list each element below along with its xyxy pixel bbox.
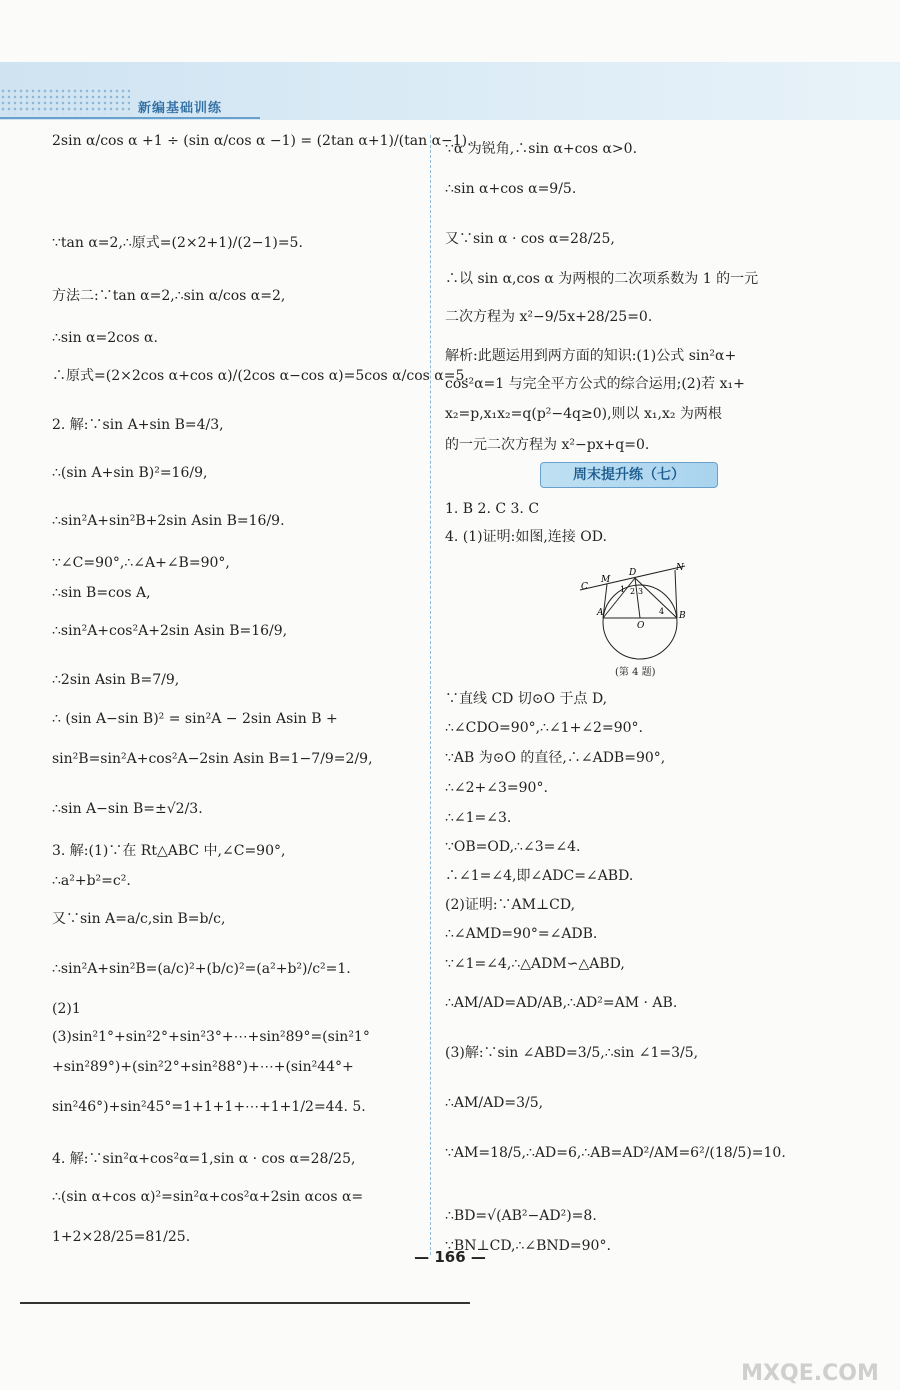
right-line-15: ∴∠2+∠3=90°.: [445, 780, 548, 796]
right-line-20: ∴∠AMD=90°=∠ADB.: [445, 926, 598, 942]
label-d: D: [629, 568, 637, 578]
right-line-21: ∵∠1=∠4,∴△ADM∽△ABD,: [445, 956, 625, 972]
right-line-17: ∵OB=OD,∴∠3=∠4.: [445, 839, 581, 855]
right-line-26: ∴BD=√(AB²−AD²)=8.: [445, 1208, 597, 1224]
left-line-16: 3. 解:(1)∵在 Rt△ABC 中,∠C=90°,: [52, 843, 286, 859]
right-line-9: 的一元二次方程为 x²−px+q=0.: [445, 437, 650, 453]
label-o: O: [637, 621, 645, 631]
left-line-10: ∴sin B=cos A,: [52, 585, 151, 601]
label-angle-4: 4: [659, 607, 665, 616]
watermark-logo: [730, 1330, 890, 1390]
right-line-6: 解析:此题运用到两方面的知识:(1)公式 sin²α+: [445, 348, 737, 364]
label-a: A: [597, 608, 604, 618]
left-line-17: ∴a²+b²=c².: [52, 873, 131, 889]
label-angle-3: 3: [638, 587, 644, 596]
right-line-22: ∴AM/AD=AD/AB,∴AD²=AM · AB.: [445, 995, 678, 1011]
right-line-19: (2)证明:∵AM⊥CD,: [445, 897, 576, 913]
left-line-23: sin²46°)+sin²45°=1+1+1+⋯+1+1/2=44. 5.: [52, 1099, 366, 1115]
left-line-4: ∴sin α=2cos α.: [52, 330, 158, 346]
column-divider: [430, 135, 431, 1255]
label-m: M: [601, 575, 611, 585]
segment-db: [635, 578, 677, 618]
label-b: B: [679, 611, 686, 621]
segment-am: [603, 584, 607, 618]
section-badge: 周末提升练（七）: [540, 462, 718, 488]
left-line-9: ∵∠C=90°,∴∠A+∠B=90°,: [52, 555, 230, 571]
right-line-1: ∵α 为锐角,∴sin α+cos α>0.: [445, 141, 638, 157]
left-line-14: sin²B=sin²A+cos²A−2sin Asin B=1−7/9=2/9,: [52, 751, 373, 767]
right-line-2: ∴sin α+cos α=9/5.: [445, 181, 577, 197]
figure-caption: (第 4 题): [615, 667, 656, 678]
label-n: N: [676, 563, 684, 573]
header-dot-pattern: [0, 88, 130, 114]
right-line-10: 1. B 2. C 3. C: [445, 501, 540, 517]
right-line-11: 4. (1)证明:如图,连接 OD.: [445, 529, 607, 545]
right-line-27: ∵BN⊥CD,∴∠BND=90°.: [445, 1238, 611, 1254]
left-line-11: ∴sin²A+cos²A+2sin Asin B=16/9,: [52, 623, 288, 639]
right-line-3: 又∵sin α · cos α=28/25,: [445, 231, 615, 247]
label-angle-1: 1: [620, 585, 626, 594]
left-line-15: ∴sin A−sin B=±√2/3.: [52, 801, 203, 817]
book-series-title: 新编基础训练: [138, 101, 223, 116]
right-line-18: ∴∠1=∠4,即∠ADC=∠ABD.: [445, 868, 634, 884]
header-rule: [0, 117, 260, 119]
geometry-figure: [575, 562, 705, 662]
left-line-8: ∴sin²A+sin²B+2sin Asin B=16/9.: [52, 513, 285, 529]
left-line-22: +sin²89°)+(sin²2°+sin²88°)+⋯+(sin²44°+: [52, 1059, 354, 1075]
right-line-4: ∴以 sin α,cos α 为两根的二次项系数为 1 的一元: [445, 271, 759, 287]
left-line-2: ∵tan α=2,∴原式=(2×2+1)/(2−1)=5.: [52, 235, 303, 251]
right-line-5: 二次方程为 x²−9/5x+28/25=0.: [445, 309, 653, 325]
segment-do: [635, 578, 640, 618]
right-line-12: ∵直线 CD 切⊙O 于点 D,: [445, 691, 608, 707]
left-line-7: ∴(sin A+sin B)²=16/9,: [52, 465, 208, 481]
left-line-25: ∴(sin α+cos α)²=sin²α+cos²α+2sin αcos α=: [52, 1189, 364, 1205]
page-number: — 166 —: [414, 1248, 486, 1266]
left-line-1: 2sin α/cos α +1 ÷ (sin α/cos α −1) = (2tan α+1)/(tan α−1).: [52, 133, 472, 149]
right-line-16: ∴∠1=∠3.: [445, 810, 512, 826]
left-line-6: 2. 解:∵sin A+sin B=4/3,: [52, 417, 224, 433]
label-c: C: [581, 582, 588, 592]
right-line-8: x₂=p,x₁x₂=q(p²−4q≥0),则以 x₁,x₂ 为两根: [445, 406, 722, 422]
right-line-14: ∵AB 为⊙O 的直径,∴∠ADB=90°,: [445, 750, 666, 766]
watermark-text: MXQE.COM: [741, 1361, 879, 1386]
right-line-23: (3)解:∵sin ∠ABD=3/5,∴sin ∠1=3/5,: [445, 1045, 699, 1061]
left-line-19: ∴sin²A+sin²B=(a/c)²+(b/c)²=(a²+b²)/c²=1.: [52, 961, 351, 977]
right-line-25: ∵AM=18/5,∴AD=6,∴AB=AD²/AM=6²/(18/5)=10.: [445, 1145, 786, 1161]
left-line-12: ∴2sin Asin B=7/9,: [52, 672, 180, 688]
right-line-13: ∴∠CDO=90°,∴∠1+∠2=90°.: [445, 720, 643, 736]
left-line-18: 又∵sin A=a/c,sin B=b/c,: [52, 911, 226, 927]
right-line-24: ∴AM/AD=3/5,: [445, 1095, 544, 1111]
left-line-5: ∴原式=(2×2cos α+cos α)/(2cos α−cos α)=5cos α/cos α=5.: [52, 368, 469, 384]
header-band: [0, 62, 900, 120]
left-line-13: ∴ (sin A−sin B)² = sin²A − 2sin Asin B +: [52, 711, 338, 727]
left-line-3: 方法二:∵tan α=2,∴sin α/cos α=2,: [52, 288, 286, 304]
left-line-20: (2)1: [52, 1001, 81, 1017]
label-angle-2: 2: [630, 587, 636, 596]
left-line-21: (3)sin²1°+sin²2°+sin²3°+⋯+sin²89°=(sin²1°: [52, 1029, 370, 1045]
left-line-24: 4. 解:∵sin²α+cos²α=1,sin α · cos α=28/25,: [52, 1151, 356, 1167]
bottom-rule: [20, 1302, 470, 1304]
right-line-7: cos²α=1 与完全平方公式的综合运用;(2)若 x₁+: [445, 376, 745, 392]
left-line-26: 1+2×28/25=81/25.: [52, 1229, 191, 1245]
